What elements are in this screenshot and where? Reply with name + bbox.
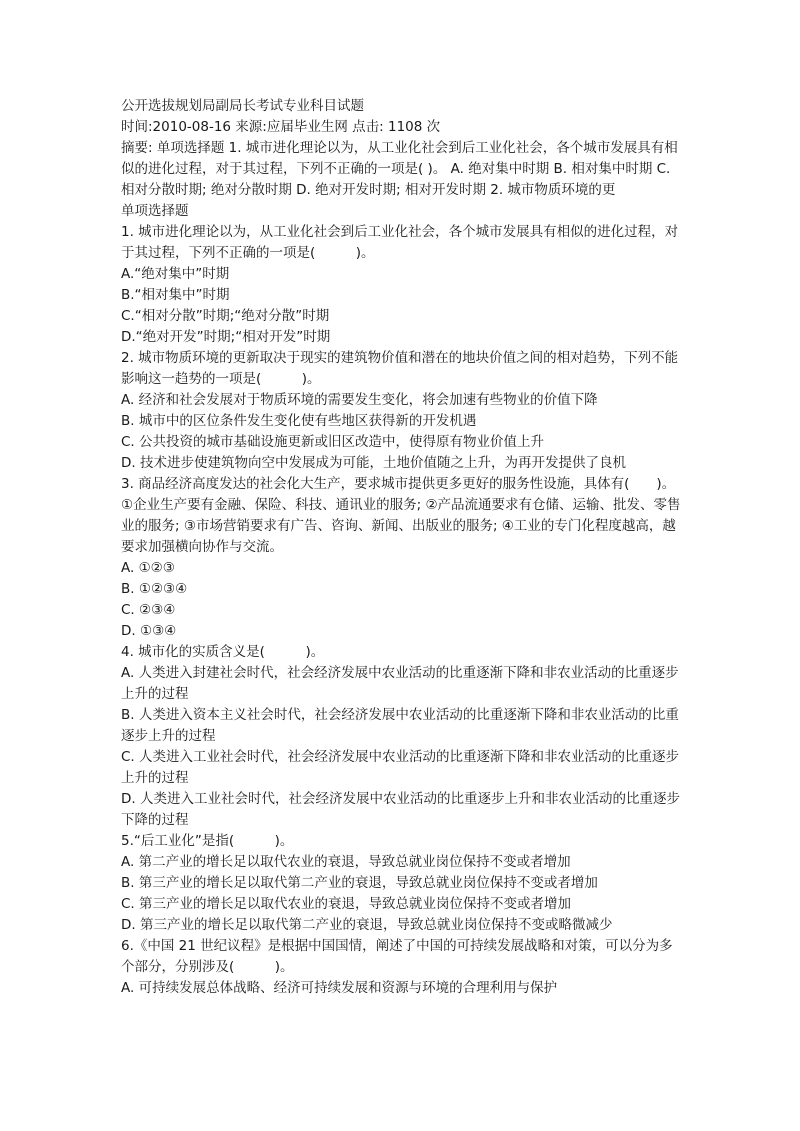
question-6 (121, 936, 686, 999)
question-option: A.“绝对集中”时期 (121, 266, 230, 282)
section-heading: 单项选择题 (121, 203, 189, 219)
question-option: C. 公共投资的城市基础设施更新或旧区改造中，使得原有物业价值上升 (121, 434, 545, 450)
question-stem: 3. 商品经济高度发达的社会化大生产，要求城市提供更多更好的服务性设施，具体有( )。①企业生产要有金融、保险、科技、通讯业的服务; ②产品流通要求有仓储、运输、批发、零售业的服务; ③市场营销要求有广告、咨询、新闻、出版业的服务; ④工业的专门化程度越高，越要求加强横向协作与交流。 (121, 476, 681, 555)
question-1 (121, 222, 686, 348)
question-option: D.“绝对开发”时期;“相对开发”时期 (121, 329, 331, 345)
question-option: A. ①②③ (121, 560, 175, 576)
question-option: D. ①③④ (121, 623, 177, 639)
question-option: B. 人类进入资本主义社会时代，社会经济发展中农业活动的比重逐渐下降和非农业活动的比重逐步上升的过程 (121, 707, 679, 744)
question-option: B. ①②③④ (121, 581, 188, 597)
question-option: D. 第三产业的增长足以取代第二产业的衰退，导致总就业岗位保持不变或略微减少 (121, 917, 613, 933)
question-option: B.“相对集中”时期 (121, 287, 230, 303)
question-option: B. 城市中的区位条件发生变化使有些地区获得新的开发机遇 (121, 413, 477, 429)
doc-abstract: 摘要: 单项选择题 1. 城市进化理论以为，从工业化社会到后工业化社会，各个城市发展具有相似的进化过程，对于其过程，下列不正确的一项是( )。 A. 绝对集中时期 B. 相对集中时期 C. 相对分散时期; 绝对分散时期 D. 绝对开发时期; 相对开发时期 2. 城市物质环境的更 (121, 140, 678, 198)
question-option: C. ②③④ (121, 602, 176, 618)
question-5 (121, 831, 686, 936)
question-stem: 6.《中国 21 世纪议程》是根据中国国情，阐述了中国的可持续发展战略和对策，可以分为多个部分，分别涉及( )。 (121, 938, 673, 975)
question-option: D. 技术进步使建筑物向空中发展成为可能，土地价值随之上升，为再开发提供了良机 (121, 455, 626, 471)
question-option: C. 第三产业的增长足以取代农业的衰退，导致总就业岗位保持不变或者增加 (121, 896, 572, 912)
question-stem: 5.“后工业化”是指( )。 (121, 833, 294, 849)
question-option: A. 可持续发展总体战略、经济可持续发展和资源与环境的合理利用与保护 (121, 980, 558, 996)
question-option: A. 经济和社会发展对于物质环境的需要发生变化，将会加速有些物业的价值下降 (121, 392, 598, 408)
question-option: B. 第三产业的增长足以取代第二产业的衰退，导致总就业岗位保持不变或者增加 (121, 875, 598, 891)
question-stem: 4. 城市化的实质含义是( )。 (121, 644, 325, 660)
document-page (121, 96, 686, 999)
question-stem: 2. 城市物质环境的更新取决于现实的建筑物价值和潜在的地块价值之间的相对趋势，下列不能影响这一趋势的一项是( )。 (121, 350, 679, 387)
question-stem: 1. 城市进化理论以为，从工业化社会到后工业化社会，各个城市发展具有相似的进化过程，对于其过程，下列不正确的一项是( )。 (121, 224, 679, 261)
question-option: A. 第二产业的增长足以取代农业的衰退，导致总就业岗位保持不变或者增加 (121, 854, 571, 870)
question-option: C.“相对分散”时期;“绝对分散”时期 (121, 308, 330, 324)
question-3 (121, 474, 686, 642)
question-option: C. 人类进入工业社会时代，社会经济发展中农业活动的比重逐渐下降和非农业活动的比重逐步上升的过程 (121, 749, 680, 786)
question-2 (121, 348, 686, 474)
doc-meta: 时间:2010-08-16 来源:应届毕业生网 点击: 1108 次 (121, 119, 441, 135)
question-option: D. 人类进入工业社会时代，社会经济发展中农业活动的比重逐步上升和非农业活动的比重逐步下降的过程 (121, 791, 680, 828)
question-4 (121, 642, 686, 831)
doc-title: 公开选拔规划局副局长考试专业科目试题 (121, 98, 364, 114)
question-option: A. 人类进入封建社会时代，社会经济发展中农业活动的比重逐渐下降和非农业活动的比重逐步上升的过程 (121, 665, 679, 702)
